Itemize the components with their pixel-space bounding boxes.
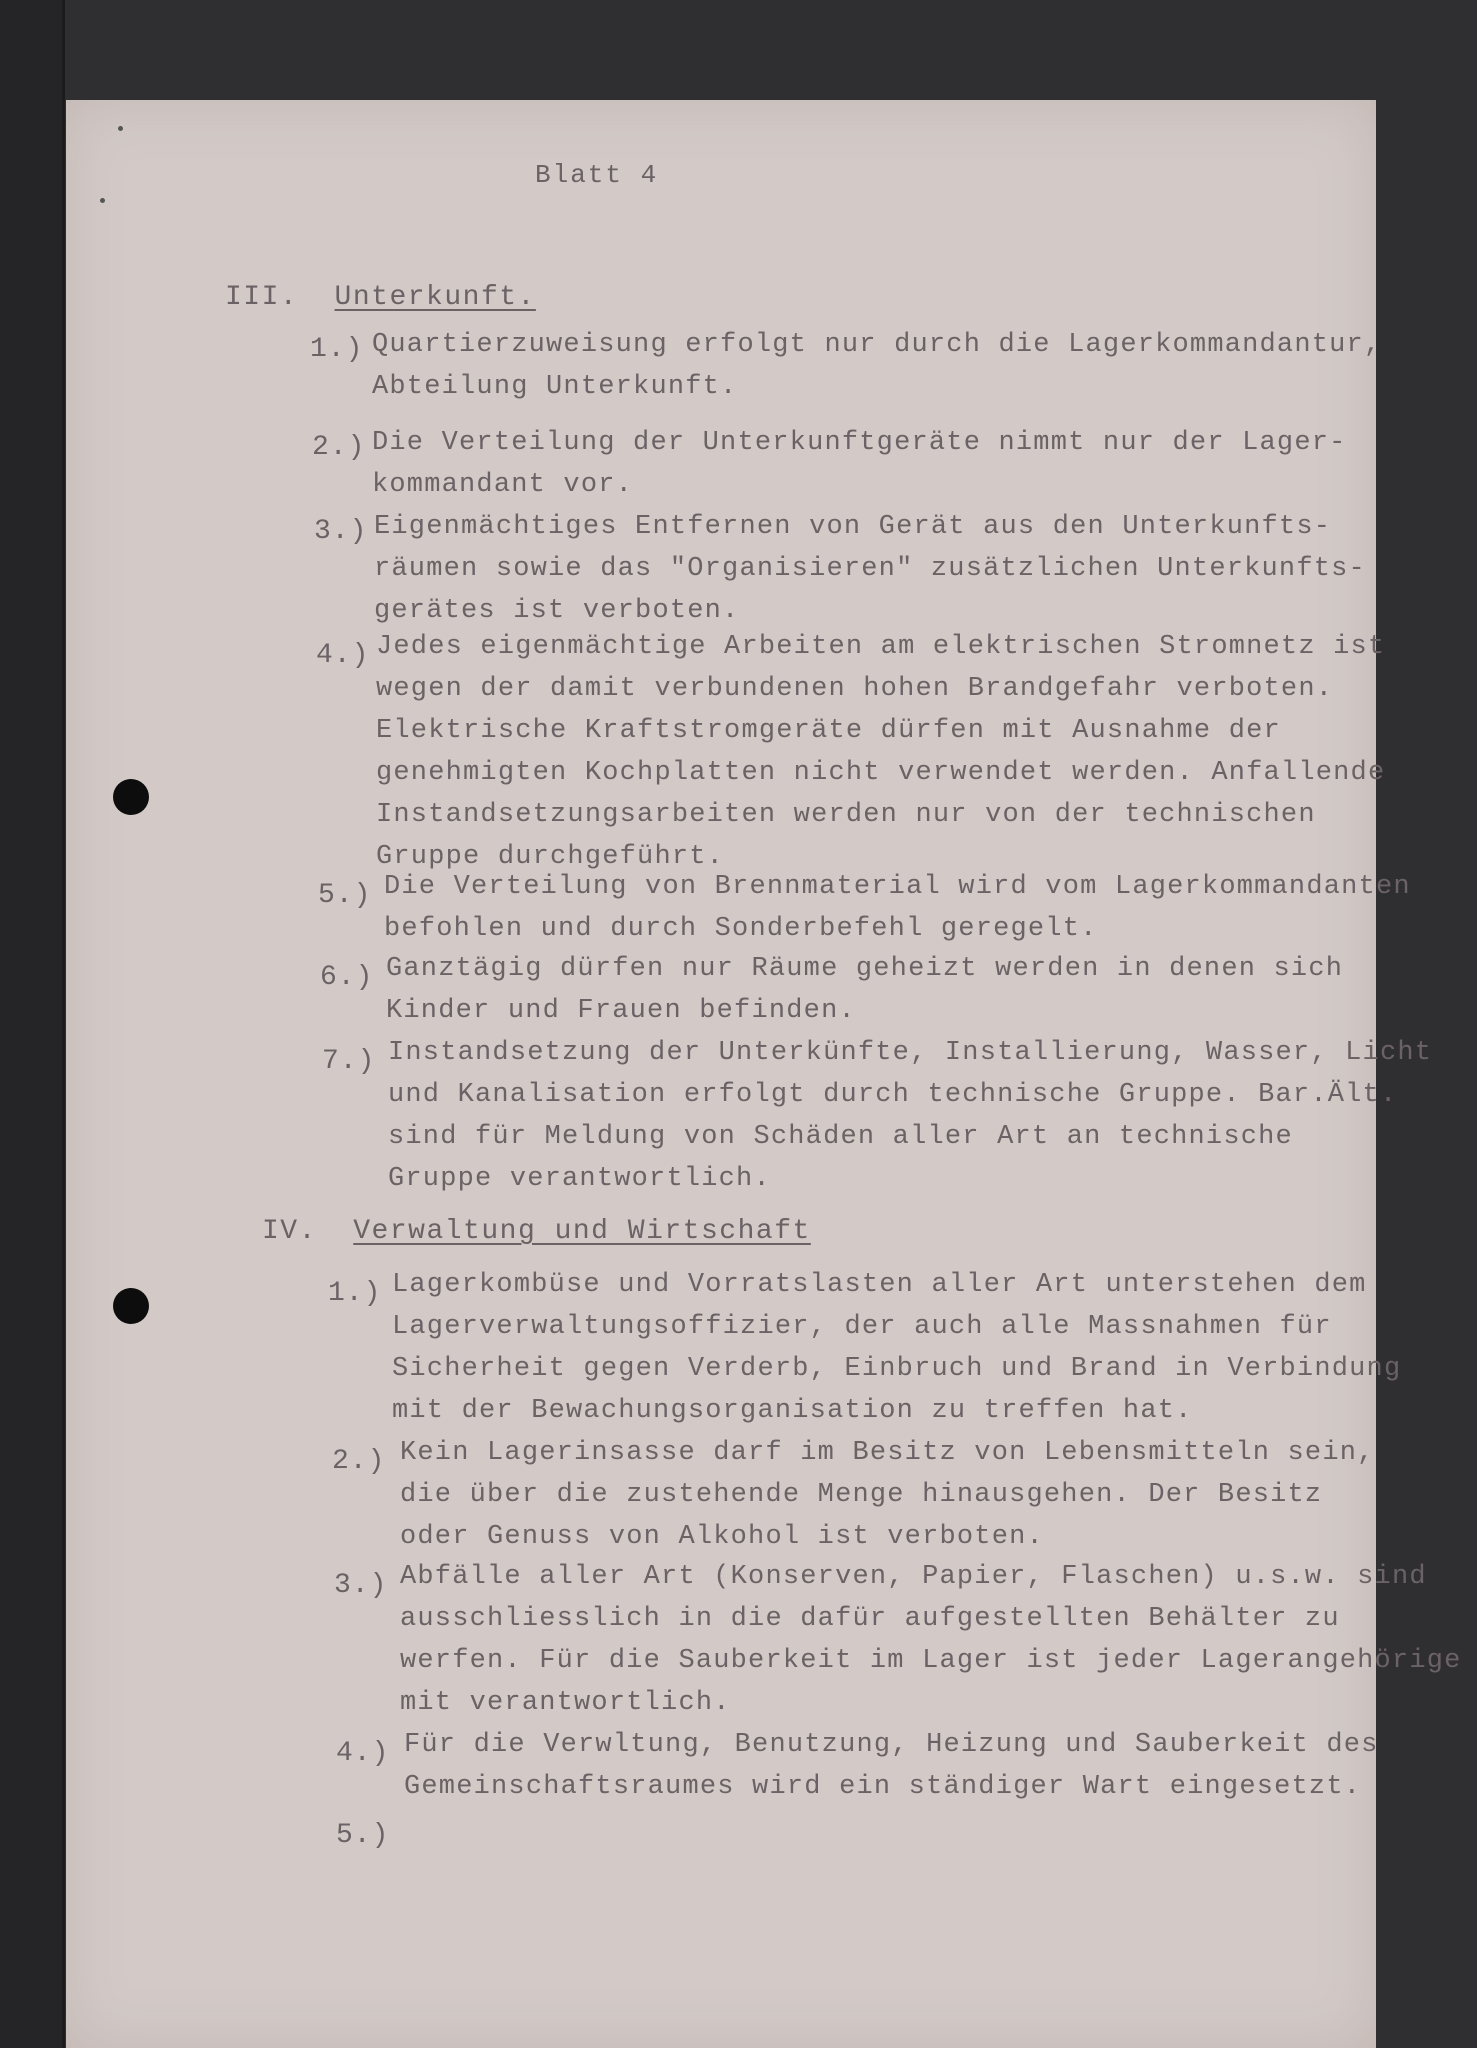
item-line: mit verantwortlich.	[400, 1688, 731, 1718]
item-text	[372, 422, 1347, 506]
punch-hole	[113, 1288, 149, 1324]
item-line: Lagerkombüse und Vorratslasten aller Art unterstehen dem	[392, 1270, 1367, 1300]
section-numeral: IV.	[262, 1216, 317, 1247]
item-line: Instandsetzung der Unterkünfte, Installierung, Wasser, Licht	[388, 1038, 1433, 1068]
item-text	[384, 866, 1411, 950]
item-text	[388, 1032, 1432, 1200]
item-line: Jedes eigenmächtige Arbeiten am elektrischen Stromnetz ist	[376, 632, 1386, 662]
item-text	[392, 1264, 1401, 1432]
section-heading-unterkunft	[225, 282, 536, 313]
item-line: Abfälle aller Art (Konserven, Papier, Flaschen) u.s.w. sind	[400, 1562, 1427, 1592]
item-line: Gruppe durchgeführt.	[376, 842, 725, 872]
item-text	[400, 1432, 1375, 1558]
item-line: Abteilung Unterkunft.	[372, 372, 738, 402]
item-line: Ganztägig dürfen nur Räume geheizt werden in denen sich	[386, 954, 1344, 984]
item-line: Gruppe verantwortlich.	[388, 1164, 771, 1194]
item-line: genehmigten Kochplatten nicht verwendet werden. Anfallende	[376, 758, 1386, 788]
item-line: Für die Verwltung, Benutzung, Heizung und Sauberkeit des	[404, 1730, 1379, 1760]
section-title: Verwaltung und Wirtschaft	[353, 1216, 811, 1247]
item-line: Die Verteilung von Brennmaterial wird vom Lagerkommandanten	[384, 872, 1411, 902]
item-number: 1.)	[328, 1278, 382, 1309]
item-text	[372, 324, 1381, 408]
item-line: Instandsetzungsarbeiten werden nur von der technischen	[376, 800, 1316, 830]
item-line: ausschliesslich in die dafür aufgestellten Behälter zu	[400, 1604, 1340, 1634]
item-line: Lagerverwaltungsoffizier, der auch alle Massnahmen für	[392, 1312, 1332, 1342]
item-number: 7.)	[322, 1046, 376, 1077]
item-line: räumen sowie das "Organisieren" zusätzlichen Unterkunfts-	[374, 554, 1366, 584]
item-text	[400, 1556, 1462, 1724]
item-line: oder Genuss von Alkohol ist verboten.	[400, 1522, 1044, 1552]
item-number: 5.)	[318, 880, 372, 911]
item-text	[386, 948, 1343, 1032]
item-line: Kinder und Frauen befinden.	[386, 996, 856, 1026]
item-text	[376, 626, 1385, 878]
item-line: wegen der damit verbundenen hohen Brandgefahr verboten.	[376, 674, 1334, 704]
page-title: Blatt 4	[535, 160, 659, 190]
section-heading-verwaltung	[262, 1216, 811, 1247]
item-line: sind für Meldung von Schäden aller Art an technische	[388, 1122, 1293, 1152]
item-text	[374, 506, 1366, 632]
item-line: kommandant vor.	[372, 470, 634, 500]
section-numeral: III.	[225, 282, 299, 313]
paper-speck	[118, 126, 123, 131]
item-number: 3.)	[334, 1570, 388, 1601]
item-number: 4.)	[336, 1738, 390, 1769]
item-line: mit der Bewachungsorganisation zu treffen hat.	[392, 1396, 1193, 1426]
section-title: Unterkunft.	[334, 282, 536, 313]
item-line: Sicherheit gegen Verderb, Einbruch und Brand in Verbindung	[392, 1354, 1402, 1384]
item-line: werfen. Für die Sauberkeit im Lager ist jeder Lagerangehörige	[400, 1646, 1462, 1676]
paper-speck	[100, 198, 105, 203]
punch-hole	[113, 779, 149, 815]
item-number: 5.)	[336, 1820, 390, 1851]
item-line: befohlen und durch Sonderbefehl geregelt.	[384, 914, 1098, 944]
item-line: Elektrische Kraftstromgeräte dürfen mit Ausnahme der	[376, 716, 1281, 746]
item-line: Eigenmächtiges Entfernen von Gerät aus den Unterkunfts-	[374, 512, 1332, 542]
item-line: Die Verteilung der Unterkunftgeräte nimmt nur der Lager-	[372, 428, 1347, 458]
item-number: 3.)	[314, 516, 368, 547]
binder-edge	[0, 0, 65, 2048]
item-number: 6.)	[320, 962, 374, 993]
item-number: 2.)	[332, 1446, 386, 1477]
item-number: 1.)	[310, 334, 364, 365]
item-text	[404, 1724, 1379, 1808]
item-line: gerätes ist verboten.	[374, 596, 740, 626]
item-line: Quartierzuweisung erfolgt nur durch die Lagerkommandantur,	[372, 330, 1382, 360]
item-line: die über die zustehende Menge hinausgehen. Der Besitz	[400, 1480, 1323, 1510]
item-number: 4.)	[316, 640, 370, 671]
item-line: Gemeinschaftsraumes wird ein ständiger Wart eingesetzt.	[404, 1772, 1362, 1802]
item-line: und Kanalisation erfolgt durch technische Gruppe. Bar.Ält.	[388, 1080, 1398, 1110]
item-line: Kein Lagerinsasse darf im Besitz von Lebensmitteln sein,	[400, 1438, 1375, 1468]
item-number: 2.)	[312, 432, 366, 463]
